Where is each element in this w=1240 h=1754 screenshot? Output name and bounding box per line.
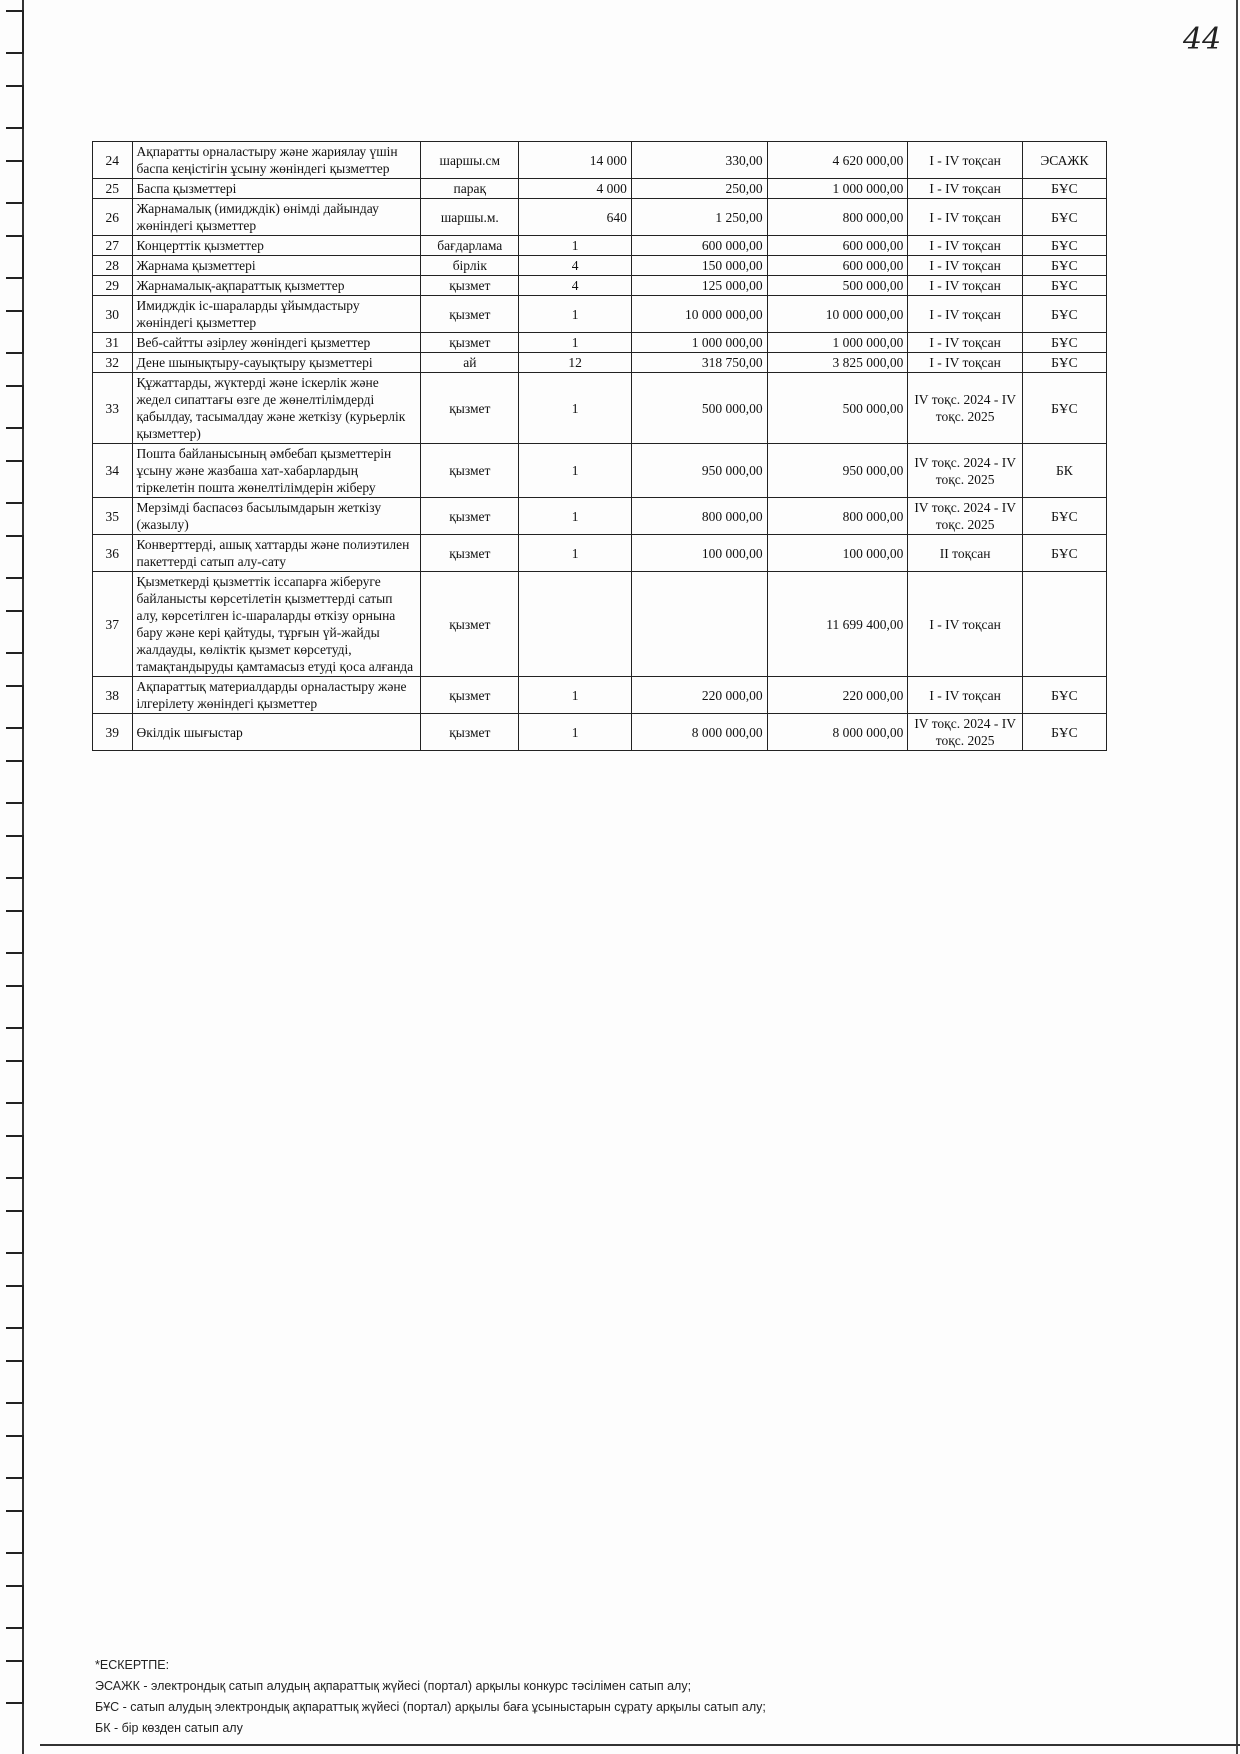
unit-price: 10 000 000,00 (631, 296, 767, 333)
footnote-line: БҰС - сатып алудың электрондық ақпараттық жүйесі (портал) арқылы баға ұсыныстарын сұрату арқылы сатып алу; (95, 1700, 766, 1714)
delivery-period: IV тоқс. 2024 - IV тоқс. 2025 (908, 498, 1022, 535)
binding-ring (6, 160, 24, 204)
unit-price: 1 000 000,00 (631, 333, 767, 353)
unit-of-measure: қызмет (421, 333, 519, 353)
binding-ring (6, 1585, 24, 1629)
procurement-table-body (93, 142, 1107, 751)
binding-ring (6, 1360, 24, 1404)
unit-price: 150 000,00 (631, 256, 767, 276)
unit-price: 500 000,00 (631, 373, 767, 444)
total-amount: 800 000,00 (767, 498, 908, 535)
binding-ring (6, 1135, 24, 1179)
unit-price: 800 000,00 (631, 498, 767, 535)
unit-of-measure: қызмет (421, 535, 519, 572)
procurement-table (92, 141, 1107, 751)
table-row (93, 296, 1107, 333)
table-row (93, 373, 1107, 444)
unit-price: 950 000,00 (631, 444, 767, 498)
unit-price: 8 000 000,00 (631, 714, 767, 751)
page-number: 44 (1183, 22, 1222, 57)
delivery-period: I - IV тоқсан (908, 236, 1022, 256)
quantity: 1 (519, 236, 631, 256)
unit-price (631, 572, 767, 677)
service-name: Имидждік іс-шараларды ұйымдастыру жөніндегі қызметтер (132, 296, 421, 333)
quantity (519, 572, 631, 677)
footnote-line: ЭСАЖК - электрондық сатып алудың ақпараттық жүйесі (портал) арқылы конкурс тәсілімен сатып алу; (95, 1679, 692, 1693)
quantity: 4 000 (519, 179, 631, 199)
service-name: Дене шынықтыру-сауықтыру қызметтері (132, 353, 421, 373)
row-number: 27 (93, 236, 133, 256)
procurement-method: БҰС (1022, 333, 1106, 353)
service-name: Пошта байланысының әмбебап қызметтерін ұсыну және жазбаша хат-хабарлардың тіркелетін пошта жөнелтілімдерін жіберу (132, 444, 421, 498)
binding-ring (6, 1210, 24, 1254)
page-edge (40, 1744, 1240, 1746)
delivery-period: I - IV тоқсан (908, 296, 1022, 333)
delivery-period: I - IV тоқсан (908, 572, 1022, 677)
delivery-period: I - IV тоқсан (908, 199, 1022, 236)
unit-of-measure: қызмет (421, 572, 519, 677)
procurement-method: БҰС (1022, 236, 1106, 256)
service-name: Баспа қызметтері (132, 179, 421, 199)
row-number: 37 (93, 572, 133, 677)
procurement-method: БҰС (1022, 373, 1106, 444)
delivery-period: II тоқсан (908, 535, 1022, 572)
service-name: Веб-сайтты әзірлеу жөніндегі қызметтер (132, 333, 421, 353)
quantity: 1 (519, 714, 631, 751)
table-row (93, 256, 1107, 276)
binding-ring (6, 235, 24, 279)
procurement-method: БҰС (1022, 179, 1106, 199)
binding-ring (6, 310, 24, 354)
row-number: 34 (93, 444, 133, 498)
unit-of-measure: қызмет (421, 444, 519, 498)
quantity: 1 (519, 373, 631, 444)
procurement-method: ЭСАЖК (1022, 142, 1106, 179)
unit-of-measure: бағдарлама (421, 236, 519, 256)
row-number: 31 (93, 333, 133, 353)
delivery-period: I - IV тоқсан (908, 333, 1022, 353)
service-name: Өкілдік шығыстар (132, 714, 421, 751)
procurement-method: БҰС (1022, 498, 1106, 535)
service-name: Жарнама қызметтері (132, 256, 421, 276)
binding-ring (6, 85, 24, 129)
binding-ring (6, 760, 24, 804)
procurement-method: БҰС (1022, 535, 1106, 572)
total-amount: 800 000,00 (767, 199, 908, 236)
delivery-period: I - IV тоқсан (908, 256, 1022, 276)
procurement-method: БҰС (1022, 677, 1106, 714)
footnotes (95, 1655, 1095, 1739)
unit-of-measure: қызмет (421, 276, 519, 296)
service-name: Жарнамалық-ақпараттық қызметтер (132, 276, 421, 296)
row-number: 32 (93, 353, 133, 373)
binding-ring (6, 610, 24, 654)
unit-of-measure: шаршы.см (421, 142, 519, 179)
total-amount: 1 000 000,00 (767, 333, 908, 353)
table-row (93, 179, 1107, 199)
unit-of-measure: қызмет (421, 498, 519, 535)
quantity: 1 (519, 444, 631, 498)
row-number: 24 (93, 142, 133, 179)
page-edge (1236, 0, 1238, 1754)
unit-of-measure: бірлік (421, 256, 519, 276)
row-number: 28 (93, 256, 133, 276)
service-name: Ақпараттық материалдарды орналастыру және ілгерілету жөніндегі қызметтер (132, 677, 421, 714)
unit-of-measure: ай (421, 353, 519, 373)
service-name: Қызметкерді қызметтік іссапарға жіберуге байланысты көрсетілетін қызметтерді сатып алу, көрсетілген іс-шараларды өткізу орнына бару және кері қайтуды, тұрғын үй-жайды жалдауды, көліктік қызмет көрсетуді, тамақтандыруды қамтамасыз етуді қоса алғанда (132, 572, 421, 677)
service-name: Ақпаратты орналастыру және жариялау үшін баспа кеңістігін ұсыну жөніндегі қызметтер (132, 142, 421, 179)
unit-price: 125 000,00 (631, 276, 767, 296)
binding-ring (6, 685, 24, 729)
table-row (93, 498, 1107, 535)
row-number: 39 (93, 714, 133, 751)
procurement-method: БҰС (1022, 199, 1106, 236)
row-number: 36 (93, 535, 133, 572)
row-number: 35 (93, 498, 133, 535)
table-row (93, 714, 1107, 751)
delivery-period: I - IV тоқсан (908, 353, 1022, 373)
unit-price: 330,00 (631, 142, 767, 179)
unit-price: 1 250,00 (631, 199, 767, 236)
binding-ring (6, 10, 24, 54)
procurement-method: БК (1022, 444, 1106, 498)
binding-ring (6, 535, 24, 579)
unit-price: 318 750,00 (631, 353, 767, 373)
service-name: Концерттік қызметтер (132, 236, 421, 256)
procurement-method: БҰС (1022, 276, 1106, 296)
delivery-period: I - IV тоқсан (908, 276, 1022, 296)
table-row (93, 236, 1107, 256)
unit-of-measure: парақ (421, 179, 519, 199)
binding-ring (6, 910, 24, 954)
binding-ring (6, 1660, 24, 1704)
binding-ring (6, 985, 24, 1029)
table-row (93, 333, 1107, 353)
procurement-method: БҰС (1022, 256, 1106, 276)
delivery-period: I - IV тоқсан (908, 179, 1022, 199)
procurement-method: БҰС (1022, 296, 1106, 333)
delivery-period: IV тоқс. 2024 - IV тоқс. 2025 (908, 373, 1022, 444)
binding-ring (6, 1060, 24, 1104)
procurement-method: БҰС (1022, 714, 1106, 751)
table-row (93, 199, 1107, 236)
binding-ring (6, 1285, 24, 1329)
quantity: 1 (519, 677, 631, 714)
service-name: Жарнамалық (имидждік) өнімді дайындау жөніндегі қызметтер (132, 199, 421, 236)
procurement-method: БҰС (1022, 353, 1106, 373)
row-number: 38 (93, 677, 133, 714)
row-number: 29 (93, 276, 133, 296)
total-amount: 1 000 000,00 (767, 179, 908, 199)
delivery-period: I - IV тоқсан (908, 677, 1022, 714)
unit-price: 220 000,00 (631, 677, 767, 714)
service-name: Конверттерді, ашық хаттарды және полиэтилен пакеттерді сатып алу-сату (132, 535, 421, 572)
service-name: Мерзімді баспасөз басылымдарын жеткізу (жазылу) (132, 498, 421, 535)
total-amount: 500 000,00 (767, 276, 908, 296)
table-row (93, 444, 1107, 498)
unit-price: 100 000,00 (631, 535, 767, 572)
delivery-period: I - IV тоқсан (908, 142, 1022, 179)
binding-ring (6, 460, 24, 504)
table-row (93, 142, 1107, 179)
total-amount: 100 000,00 (767, 535, 908, 572)
binding-ring (6, 1510, 24, 1554)
unit-of-measure: қызмет (421, 373, 519, 444)
quantity: 1 (519, 296, 631, 333)
quantity: 640 (519, 199, 631, 236)
total-amount: 950 000,00 (767, 444, 908, 498)
total-amount: 600 000,00 (767, 236, 908, 256)
quantity: 14 000 (519, 142, 631, 179)
row-number: 25 (93, 179, 133, 199)
unit-of-measure: қызмет (421, 296, 519, 333)
table-row (93, 535, 1107, 572)
procurement-method (1022, 572, 1106, 677)
total-amount: 4 620 000,00 (767, 142, 908, 179)
total-amount: 11 699 400,00 (767, 572, 908, 677)
table-row (93, 572, 1107, 677)
quantity: 1 (519, 333, 631, 353)
quantity: 1 (519, 535, 631, 572)
binding-ring (6, 385, 24, 429)
service-name: Құжаттарды, жүктерді және іскерлік және жедел сипаттағы өзге де жөнелтілімдерді қабылдау, тасымалдау және жеткізу (курьерлік қызметтер) (132, 373, 421, 444)
total-amount: 500 000,00 (767, 373, 908, 444)
unit-of-measure: шаршы.м. (421, 199, 519, 236)
row-number: 33 (93, 373, 133, 444)
total-amount: 10 000 000,00 (767, 296, 908, 333)
table-row (93, 353, 1107, 373)
unit-price: 600 000,00 (631, 236, 767, 256)
delivery-period: IV тоқс. 2024 - IV тоқс. 2025 (908, 444, 1022, 498)
row-number: 30 (93, 296, 133, 333)
quantity: 4 (519, 256, 631, 276)
total-amount: 3 825 000,00 (767, 353, 908, 373)
table-row (93, 276, 1107, 296)
spiral-binding (0, 0, 40, 1754)
unit-of-measure: қызмет (421, 677, 519, 714)
binding-ring (6, 835, 24, 879)
binding-ring (6, 1435, 24, 1479)
unit-price: 250,00 (631, 179, 767, 199)
unit-of-measure: қызмет (421, 714, 519, 751)
total-amount: 600 000,00 (767, 256, 908, 276)
total-amount: 220 000,00 (767, 677, 908, 714)
quantity: 1 (519, 498, 631, 535)
delivery-period: IV тоқс. 2024 - IV тоқс. 2025 (908, 714, 1022, 751)
quantity: 4 (519, 276, 631, 296)
footnote-title: *ЕСКЕРТПЕ: (95, 1658, 170, 1672)
table-row (93, 677, 1107, 714)
row-number: 26 (93, 199, 133, 236)
quantity: 12 (519, 353, 631, 373)
total-amount: 8 000 000,00 (767, 714, 908, 751)
footnote-line: БК - бір көзден сатып алу (95, 1721, 243, 1735)
